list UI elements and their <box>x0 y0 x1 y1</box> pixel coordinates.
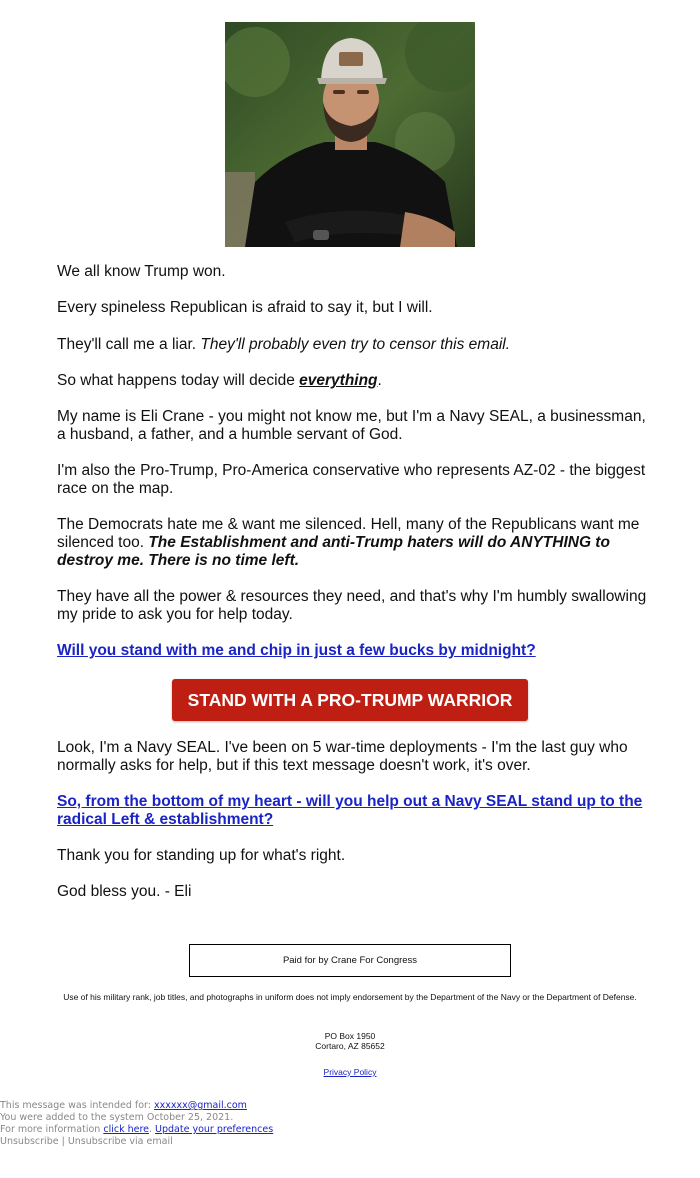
paragraph <box>57 793 647 829</box>
paragraph: I'm also the Pro-Trump, Pro-America conservative who represents AZ-02 - the biggest race on the map. <box>57 462 646 497</box>
separator: | <box>58 1136 68 1147</box>
candidate-photo <box>225 22 475 247</box>
donate-link-2[interactable]: So, from the bottom of my heart - will you help out a Navy SEAL stand up to the radical Left & establishment? <box>57 793 643 828</box>
address <box>250 1031 450 1051</box>
donate-link[interactable]: Will you stand with me and chip in just a few bucks by midnight? <box>57 642 536 659</box>
privacy-row <box>250 1067 450 1077</box>
italic-text: They'll probably even try to censor this email. <box>200 336 511 353</box>
address-line: Cortaro, AZ 85652 <box>315 1041 385 1051</box>
more-info-label: For more information <box>0 1124 104 1135</box>
bold-italic-text: The Establishment and anti-Trump haters will do ANYTHING to destroy me. There is no time left. <box>57 534 610 569</box>
paragraph <box>57 336 647 354</box>
text: They'll call me a liar. <box>57 336 201 353</box>
footer-intended <box>0 1100 247 1112</box>
paragraph: Every spineless Republican is afraid to say it, but I will. <box>57 299 433 316</box>
footer-added: You were added to the system October 25, 2021. <box>0 1112 234 1123</box>
paragraph: Look, I'm a Navy SEAL. I've been on 5 war-time deployments - I'm the last guy who normally asks for help, but if this text message doesn't work, it's over. <box>57 739 628 774</box>
unsubscribe-link[interactable]: Unsubscribe <box>0 1136 59 1147</box>
paragraph <box>57 642 647 660</box>
footer-unsubscribe <box>0 1136 173 1148</box>
paragraph: My name is Eli Crane - you might not know me, but I'm a Navy SEAL, a businessman, a husband, a father, and a humble servant of God. <box>57 408 646 443</box>
click-here-link[interactable]: click here <box>103 1124 149 1135</box>
paragraph <box>57 516 647 570</box>
paragraph: We all know Trump won. <box>57 263 226 280</box>
update-preferences-link[interactable]: Update your preferences <box>155 1124 274 1135</box>
email-link[interactable]: xxxxxx@gmail.com <box>154 1100 247 1111</box>
text: The Democrats hate me & want me silenced. Hell, many of the Republicans want me silenced too. <box>57 516 640 551</box>
footer-more-info <box>0 1124 273 1136</box>
paragraph: Thank you for standing up for what's right. <box>57 847 346 864</box>
disclaimer: Use of his military rank, job titles, and photographs in uniform does not imply endorsement by the Department of the Navy or the Department of Defense. <box>63 992 637 1002</box>
unsubscribe-email-link[interactable]: Unsubscribe via email <box>67 1136 173 1147</box>
emphasis-text: everything <box>299 372 378 389</box>
text: So what happens today will decide <box>57 372 300 389</box>
separator: . <box>149 1124 156 1135</box>
donate-button[interactable]: STAND WITH A PRO-TRUMP WARRIOR <box>172 679 528 721</box>
paid-for-box: Paid for by Crane For Congress <box>189 944 511 977</box>
text: . <box>377 372 382 389</box>
intended-label: This message was intended for: <box>0 1100 154 1111</box>
signoff: God bless you. - Eli <box>57 883 192 900</box>
address-line: PO Box 1950 <box>324 1031 376 1041</box>
paragraph: They have all the power & resources they need, and that's why I'm humbly swallowing my pride to ask you for help today. <box>57 588 647 623</box>
privacy-policy-link[interactable]: Privacy Policy <box>323 1067 377 1077</box>
paragraph <box>57 372 647 390</box>
